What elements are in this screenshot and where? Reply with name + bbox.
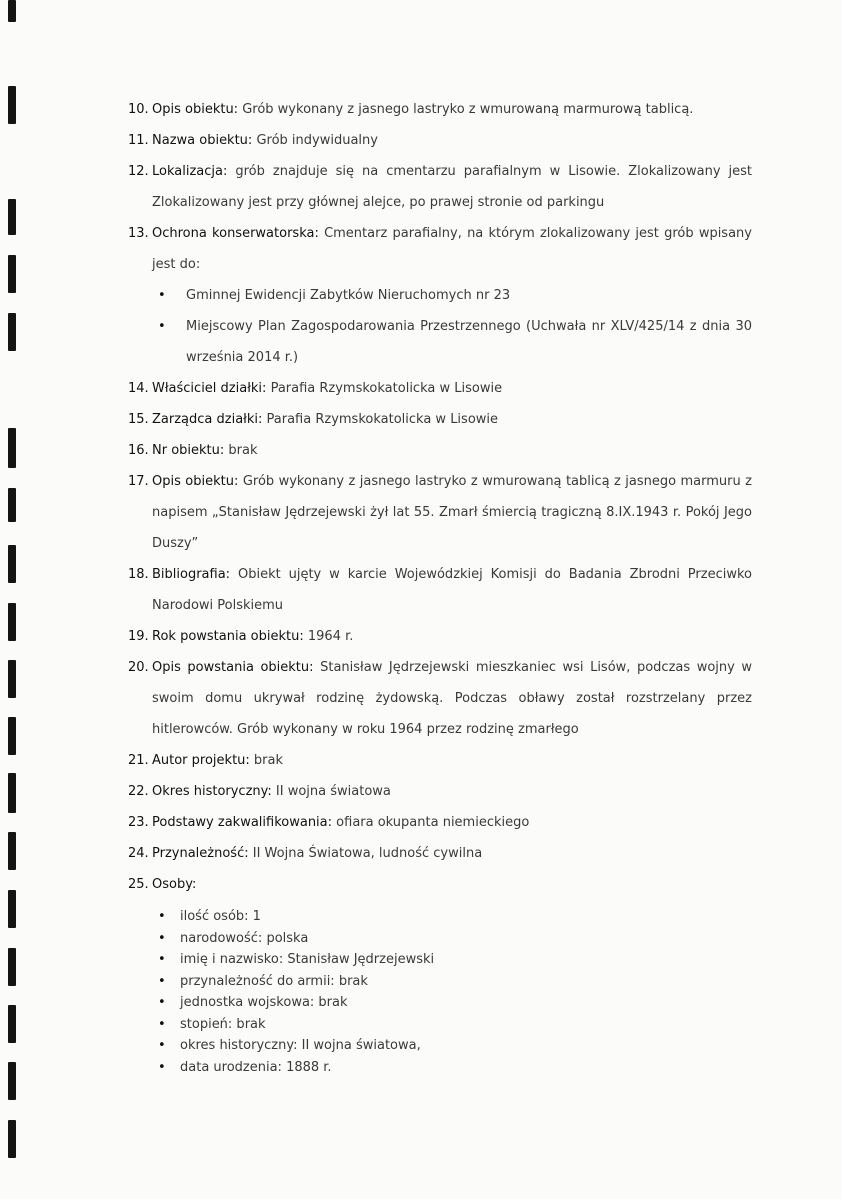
binder-mark bbox=[8, 717, 16, 755]
item-number: 20. bbox=[128, 660, 149, 675]
item-label: Przynależność: bbox=[152, 846, 249, 861]
item-text: ofiara okupanta niemieckiego bbox=[336, 815, 530, 830]
list-item bbox=[128, 869, 752, 1078]
list-item bbox=[128, 807, 752, 838]
item-text: Stanisław Jędrzejewski mieszkaniec wsi Lisów, podczas wojny w swoim domu ukrywał rodzinę żydowską. Podczas obławy został rozstrzelany przez hitlerowców. Grób wykonany w roku 1964 przez rodzinę zmarłego bbox=[152, 660, 753, 737]
item-number: 14. bbox=[128, 381, 149, 396]
list-item bbox=[128, 94, 752, 125]
binder-mark bbox=[8, 255, 16, 293]
item-label: Ochrona konserwatorska: bbox=[152, 226, 319, 241]
item-number: 12. bbox=[128, 164, 149, 179]
list-item bbox=[128, 156, 752, 218]
item-label: Nazwa obiektu: bbox=[152, 133, 253, 148]
binder-mark bbox=[8, 86, 16, 124]
list-item bbox=[128, 125, 752, 156]
item-number: 25. bbox=[128, 877, 149, 892]
item-number: 13. bbox=[128, 226, 149, 241]
item-label: Zarządca działki: bbox=[152, 412, 263, 427]
binder-mark bbox=[8, 660, 16, 698]
list-item bbox=[128, 435, 752, 466]
item-text: 1964 r. bbox=[307, 629, 354, 644]
item-number: 19. bbox=[128, 629, 149, 644]
item-label: Autor projektu: bbox=[152, 753, 250, 768]
list-item bbox=[128, 466, 752, 559]
item-text: brak bbox=[228, 443, 258, 458]
list-item bbox=[128, 745, 752, 776]
item-text: brak bbox=[253, 753, 284, 768]
binder-mark bbox=[8, 948, 16, 986]
item-number: 24. bbox=[128, 846, 149, 861]
bullet-item: • jednostka wojskowa: brak bbox=[152, 992, 752, 1014]
item-label: Opis obiektu: bbox=[152, 474, 239, 489]
item-number: 23. bbox=[128, 815, 149, 830]
binder-mark bbox=[8, 1005, 16, 1043]
binder-mark bbox=[8, 1120, 16, 1158]
item-number: 11. bbox=[128, 133, 149, 148]
bullet-list bbox=[152, 906, 752, 1078]
bullet-item: • stopień: brak bbox=[152, 1014, 752, 1036]
item-text: II Wojna Światowa, ludność cywilna bbox=[252, 846, 483, 861]
item-text: Grób wykonany z jasnego lastryko z wmurowaną marmurową tablicą. bbox=[242, 102, 694, 117]
item-number: 16. bbox=[128, 443, 149, 458]
list-item bbox=[128, 621, 752, 652]
binder-mark bbox=[8, 199, 16, 235]
bullet-item: • okres historyczny: II wojna światowa, bbox=[152, 1035, 752, 1057]
binder-mark bbox=[8, 603, 16, 641]
binder-mark bbox=[8, 890, 16, 928]
binder-mark bbox=[8, 545, 16, 583]
bullet-list bbox=[152, 280, 752, 373]
binder-mark bbox=[8, 773, 16, 813]
item-label: Właściciel działki: bbox=[152, 381, 267, 396]
bullet-item: • Miejscowy Plan Zagospodarowania Przestrzennego (Uchwała nr XLV/425/14 z dnia 30 września 2014 r.) bbox=[152, 311, 752, 373]
document-body bbox=[128, 94, 752, 1078]
binder-mark bbox=[8, 488, 16, 522]
bullet-item: • ilość osób: 1 bbox=[152, 906, 752, 928]
item-label: Bibliografia: bbox=[152, 567, 231, 582]
item-number: 17. bbox=[128, 474, 149, 489]
binder-mark bbox=[8, 1062, 16, 1100]
item-text: II wojna światowa bbox=[275, 784, 391, 799]
binder-mark bbox=[8, 428, 16, 468]
item-number: 21. bbox=[128, 753, 149, 768]
binder-mark bbox=[8, 832, 16, 870]
item-text: Parafia Rzymskokatolicka w Lisowie bbox=[270, 381, 503, 396]
list-item bbox=[128, 776, 752, 807]
item-number: 18. bbox=[128, 567, 149, 582]
item-text: Cmentarz parafialny, na którym zlokalizowany jest grób wpisany jest do: bbox=[152, 226, 752, 272]
item-text: grób znajduje się na cmentarzu parafialnym w Lisowie. Zlokalizowany jest Zlokalizowany jest przy głównej alejce, po prawej stronie od parkingu bbox=[152, 164, 752, 210]
item-text: Obiekt ujęty w karcie Wojewódzkiej Komisji do Badania Zbrodni Przeciwko Narodowi Polskiemu bbox=[152, 567, 752, 613]
list-item bbox=[128, 218, 752, 373]
binder-marks bbox=[8, 0, 18, 1199]
list-item bbox=[128, 559, 752, 621]
list-item bbox=[128, 838, 752, 869]
item-label: Rok powstania obiektu: bbox=[152, 629, 304, 644]
item-number: 10. bbox=[128, 102, 149, 117]
item-label: Opis obiektu: bbox=[152, 102, 239, 117]
bullet-item: • przynależność do armii: brak bbox=[152, 971, 752, 993]
list-item bbox=[128, 373, 752, 404]
item-label: Lokalizacja: bbox=[152, 164, 228, 179]
item-label: Nr obiektu: bbox=[152, 443, 225, 458]
item-label: Podstawy zakwalifikowania: bbox=[152, 815, 333, 830]
bullet-item: • narodowość: polska bbox=[152, 928, 752, 950]
item-label: Opis powstania obiektu: bbox=[152, 660, 314, 675]
item-label: Okres historyczny: bbox=[152, 784, 272, 799]
item-number: 22. bbox=[128, 784, 149, 799]
list-item bbox=[128, 652, 752, 745]
item-text: Grób indywidualny bbox=[256, 133, 378, 148]
bullet-item: • Gminnej Ewidencji Zabytków Nieruchomych nr 23 bbox=[152, 280, 752, 311]
item-text: Grób wykonany z jasnego lastryko z wmurowaną tablicą z jasnego marmuru z napisem „Stanisław Jędrzejewski żył lat 55. Zmarł śmiercią tragiczną 8.IX.1943 r. Pokój Jego Duszy” bbox=[152, 474, 753, 551]
item-label: Osoby: bbox=[152, 877, 197, 892]
bullet-item: • imię i nazwisko: Stanisław Jędrzejewski bbox=[152, 949, 752, 971]
item-text: Parafia Rzymskokatolicka w Lisowie bbox=[266, 412, 499, 427]
binder-mark bbox=[8, 313, 16, 351]
item-number: 15. bbox=[128, 412, 149, 427]
list-item bbox=[128, 404, 752, 435]
binder-mark bbox=[8, 0, 16, 22]
bullet-item: • data urodzenia: 1888 r. bbox=[152, 1057, 752, 1079]
